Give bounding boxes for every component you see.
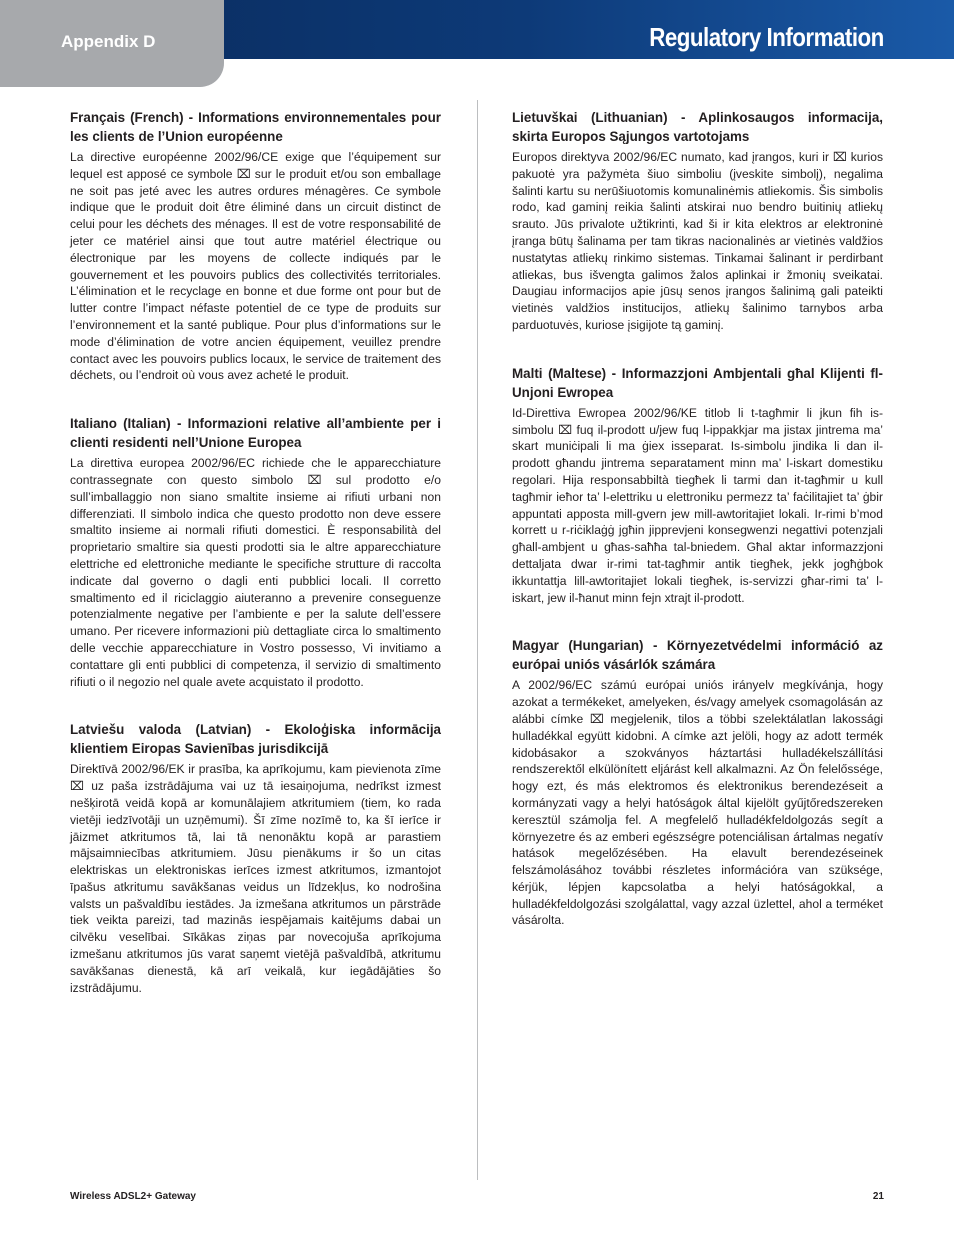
section-french — [70, 108, 441, 384]
section-heading: Français (French) - Informations environnementales pour les clients de l’Union européenne — [70, 110, 441, 144]
footer-page-number: 21 — [872, 1191, 884, 1202]
section-italian — [70, 414, 441, 690]
section-body: La direttiva europea 2002/96/EC richiede che le apparecchiature contrassegnate con questo simbolo ⌧ sul prodotto e/o sull’imballaggio non siano smaltite insieme ai rifiuti urbani non differenziati. Il simbolo indica che questo prodotto non deve essere smaltito insieme ai normali rifiuti domestici. È responsabilità del proprietario smaltire sia questi prodotti sia le altre apparecchiature elettriche ed elettroniche mediante le specifiche strutture di raccolta indicate dal governo o dagli enti pubblici locali. Il corretto smaltimento ed il riciclaggio aiuteranno a prevenire conseguenze potenzialmente negative per l’ambiente e per la salute dell’essere umano. Per ricevere informazioni più dettagliate circa lo smaltimento delle vecchie apparecchiature in Vostro possesso, Vi invitiamo a contattare gli enti pubblici di competenza, il servizio di smaltimento rifiuti o il negozio nel quale avete acquistato il prodotto. — [70, 456, 441, 689]
section-heading: Latviešu valoda (Latvian) - Ekoloģiska informācija klientiem Eiropas Savienības jurisdikcijā — [70, 722, 441, 757]
section-body: Id-Direttiva Ewropea 2002/96/KE titlob li t-tagħmir li jkun fih is-simbolu ⌧ fuq il-prodott u/jew fuq l-ippakkjar ma jistax jintrema ma’ skart muniċipali li ma ġiex isseparat. Is-simbolu jindika li dan il-prodott għandu jintrema separatament minn ma’ l-iskart domestiku regolari. Hija responsabbiltà tiegħek li tarmi dan it-tagħmir u kull tagħmir ieħor ta’ l-elettriku u elettroniku permezz ta’ faċilitajiet ta’ ġbir appuntati apposta mill-gvern jew mill-awtoritajiet lokali. Ir-rimi b’mod korrett u r-riċiklaġġ jgħin jipprevjeni konsegwenzi negattivi potenzjali għall-ambjent u għas-saħħa tal-bniedem. Għal aktar informazzjoni dettaljata dwar ir-rimi tat-tagħmir antik tiegħek, jekk jogħġbok ikkuntattja lill-awtoritajiet lokali tiegħek, is-servizzi għar-rimi ta’ l-iskart, jew il-ħanut minn fejn xtrajt il-prodott. — [512, 405, 883, 605]
appendix-tab — [0, 0, 224, 87]
section-heading: Magyar (Hungarian) - Környezetvédelmi információ az európai uniós vásárlók számára — [512, 638, 883, 673]
section-lithuanian — [512, 108, 883, 334]
section-body: Direktīvā 2002/96/EK ir prasība, ka aprīkojumu, kam pievienota zīme ⌧ uz paša izstrādājuma vai uz tā iesaiņojuma, nedrīkst izmest nešķirotā veidā kopā ar komunālajiem atkritumiem (tiem, ko rada vietēji iedzīvotāji un uzņēmumi). Šī zīme nozīmē to, ka šī ierīce ir jāizmet atkritumos tā, lai tā nenonāktu kopā ar parastiem mājsaimniecības atkritumiem. Jūsu pienākums ir šo un citas elektriskas un elektroniskas ierīces izmest atkritumos, izmantojot īpašus atkritumu savākšanas veidus un līdzekļus, ko nodrošina valsts un pašvaldību iestādes. Ja izmešana atkritumos un pārstrāde tiek veikta pareizi, tad mazinās iespējamais kaitējums dabai un cilvēku veselībai. Sīkākas ziņas par novecojuša aprīkojuma izmešanu atkritumos jūs varat saņemt vietējā pašvaldībā, atkritumu savākšanas dienestā, kā arī veikalā, kur iegādājāties šo izstrādājumu. — [70, 762, 441, 995]
column-divider — [477, 100, 478, 1180]
section-latvian — [70, 720, 441, 996]
section-hungarian — [512, 636, 883, 929]
section-heading: Italiano (Italian) - Informazioni relative all’ambiente per i clienti residenti nell’Unione Europea — [70, 416, 441, 451]
section-heading: Lietuvškai (Lithuanian) - Aplinkosaugos informacija, skirta Europos Sąjungos vartotojams — [512, 110, 883, 144]
footer-product: Wireless ADSL2+ Gateway — [70, 1191, 196, 1202]
page-title: Regulatory Information — [649, 22, 884, 52]
section-body: Europos direktyva 2002/96/EC numato, kad įrangos, kuri ir ⌧ kurios pakuotė yra pažymėta šiuo simboliu (įveskite simbolį), negalima šalinti kartu su nerūšiuotomis komunalinėmis atliekomis. Šis simbolis rodo, kad gaminį reikia šalinti atskirai nuo bendro buitinių atliekų srauto. Jūs privalote užtikrinti, kad ši ir kita elektros ar elektroninė įranga būtų šalinama per tam tikras nacionalinės ar vietinės valdžios nustatytas atliekų rinkimo sistemas. Tinkamai šalinant ir perdirbant atliekas, bus išvengta galimos žalos aplinkai ir žmonių sveikatai. Daugiau informacijos apie jūsų senos įrangos šalinimą gali pateikti vietinės valdžios institucijos, atliekų šalinimo tarnybos arba parduotuvės, kuriose įsigijote tą gaminį. — [512, 150, 883, 332]
section-heading: Malti (Maltese) - Informazzjoni Ambjentali għal Klijenti fl-Unjoni Ewropea — [512, 365, 883, 400]
section-maltese — [512, 364, 883, 607]
section-body: A 2002/96/EC számú európai uniós irányelv megkívánja, hogy azokat a termékeket, amelyeken, és/vagy amelyek csomagolásán az alábbi címke ⌧ megjelenik, tilos a többi szelektálatlan lakossági hulladékkal együtt kidobni. A címke azt jelöli, hogy az adott termék kidobásakor a szokványos háztartási hulladékelszállítási rendszerektől elkülönített eljárást kell alkalmazni. Az Ön felelőssége, hogy ezt, és más elektromos és elektronikus berendezéseit a kormányzati vagy a helyi hatóságok által kijelölt gyűjtőredszereken keresztül számolja fel. A megfelelő hulladékfeldolgozás segít a környezetre és az emberi egészségre potenciálisan ártalmas negatív hatások megelőzésében. Ha elavult berendezéseinek felszámolásához további részletes információra van szüksége, kérjük, lépjen kapcsolatba a helyi hatóságokkal, a hulladékfeldolgozási szolgálattal, vagy azzal üzlettel, ahol a terméket vásárolta. — [512, 678, 883, 928]
right-column — [512, 108, 883, 959]
left-column — [70, 108, 441, 1026]
appendix-label: Appendix D — [61, 32, 156, 51]
section-body: La directive européenne 2002/96/CE exige que l’équipement sur lequel est apposé ce symbole ⌧ sur le produit et/ou son emballage ne soit pas jeté avec les autres ordures ménagères. Ce symbole indique que le produit doit être éliminé dans un circuit distinct de celui pour les déchets des ménages. Il est de votre responsabilité de jeter ce matériel ainsi que tout autre matériel électrique ou électronique par les moyens de collecte indiqués par le gouvernement et les pouvoirs publics des collectivités territoriales. L’élimination et le recyclage en bonne et due forme ont pour but de lutter contre l’impact néfaste potentiel de ce type de produits sur l’environnement et la santé publique. Pour plus d’informations sur le mode d’élimination de votre ancien équipement, veuillez prendre contact avec les pouvoirs publics locaux, le service de traitement des déchets, ou l’endroit où vous avez acheté le produit. — [70, 150, 441, 383]
